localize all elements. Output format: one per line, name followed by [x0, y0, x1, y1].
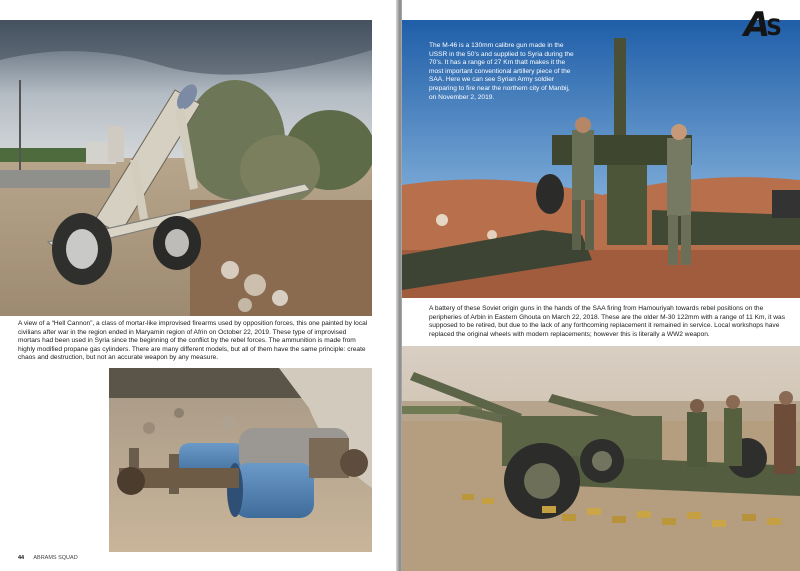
left-page: [0, 0, 398, 571]
caption-m46: The M-46 is a 130mm calibre gun made in the USSR in the 50’s and supplied to Syria during the 70’s. It has a range of 27 Km thatt makes it the most important conventional artillery piece of the SAA. Here we can see Syrian Army soldier preparing to fire near the northern city of Manbij, on November 2, 2019.: [429, 42, 574, 101]
hell-cannon-photo: [0, 20, 372, 316]
page-number: 44: [18, 555, 25, 561]
right-page: [402, 0, 800, 571]
caption-hell-cannon: A view of a “Hell Cannon”, a class of mortar-like improvised firearms used by opposition forces, this one painted by local civilians after war in the region ended in Maryamin region of Afrin on October 22, 2019. These type of improvised mortars had been used in Syria since the beginning of the conflict by the rebel forces. The ammunition is made from highly modified propane gas cylinders. There are many different models, but all of them have the same principle: create chaos and destruction, but not an accurate weapon by any measure.: [18, 320, 368, 362]
caption-m30-battery: A battery of these Soviet origin guns in the hands of the SAA firing from Hamouriyah towards rebel positions on the peripheries of Arbin in Eastern Ghouta on March 22, 2018. These are the older M-30 122mm with a range of 11 Km, it was supposed to be retired, but due to the lack of any forthcoming replacement it remained in service. Local workshops have replaced the original wheels with modern replacements; however this is literally a WW2 weapon.: [429, 305, 786, 338]
publisher-logo: [743, 5, 782, 45]
logo-letter-a: A: [743, 5, 771, 45]
m30-battery-photo: [402, 346, 800, 571]
folio: [18, 555, 78, 561]
gas-cylinder-ammo-photo: [109, 368, 372, 552]
logo-letter-s: S: [766, 16, 782, 41]
folio-title: ABRAMS SQUAD: [33, 555, 78, 561]
